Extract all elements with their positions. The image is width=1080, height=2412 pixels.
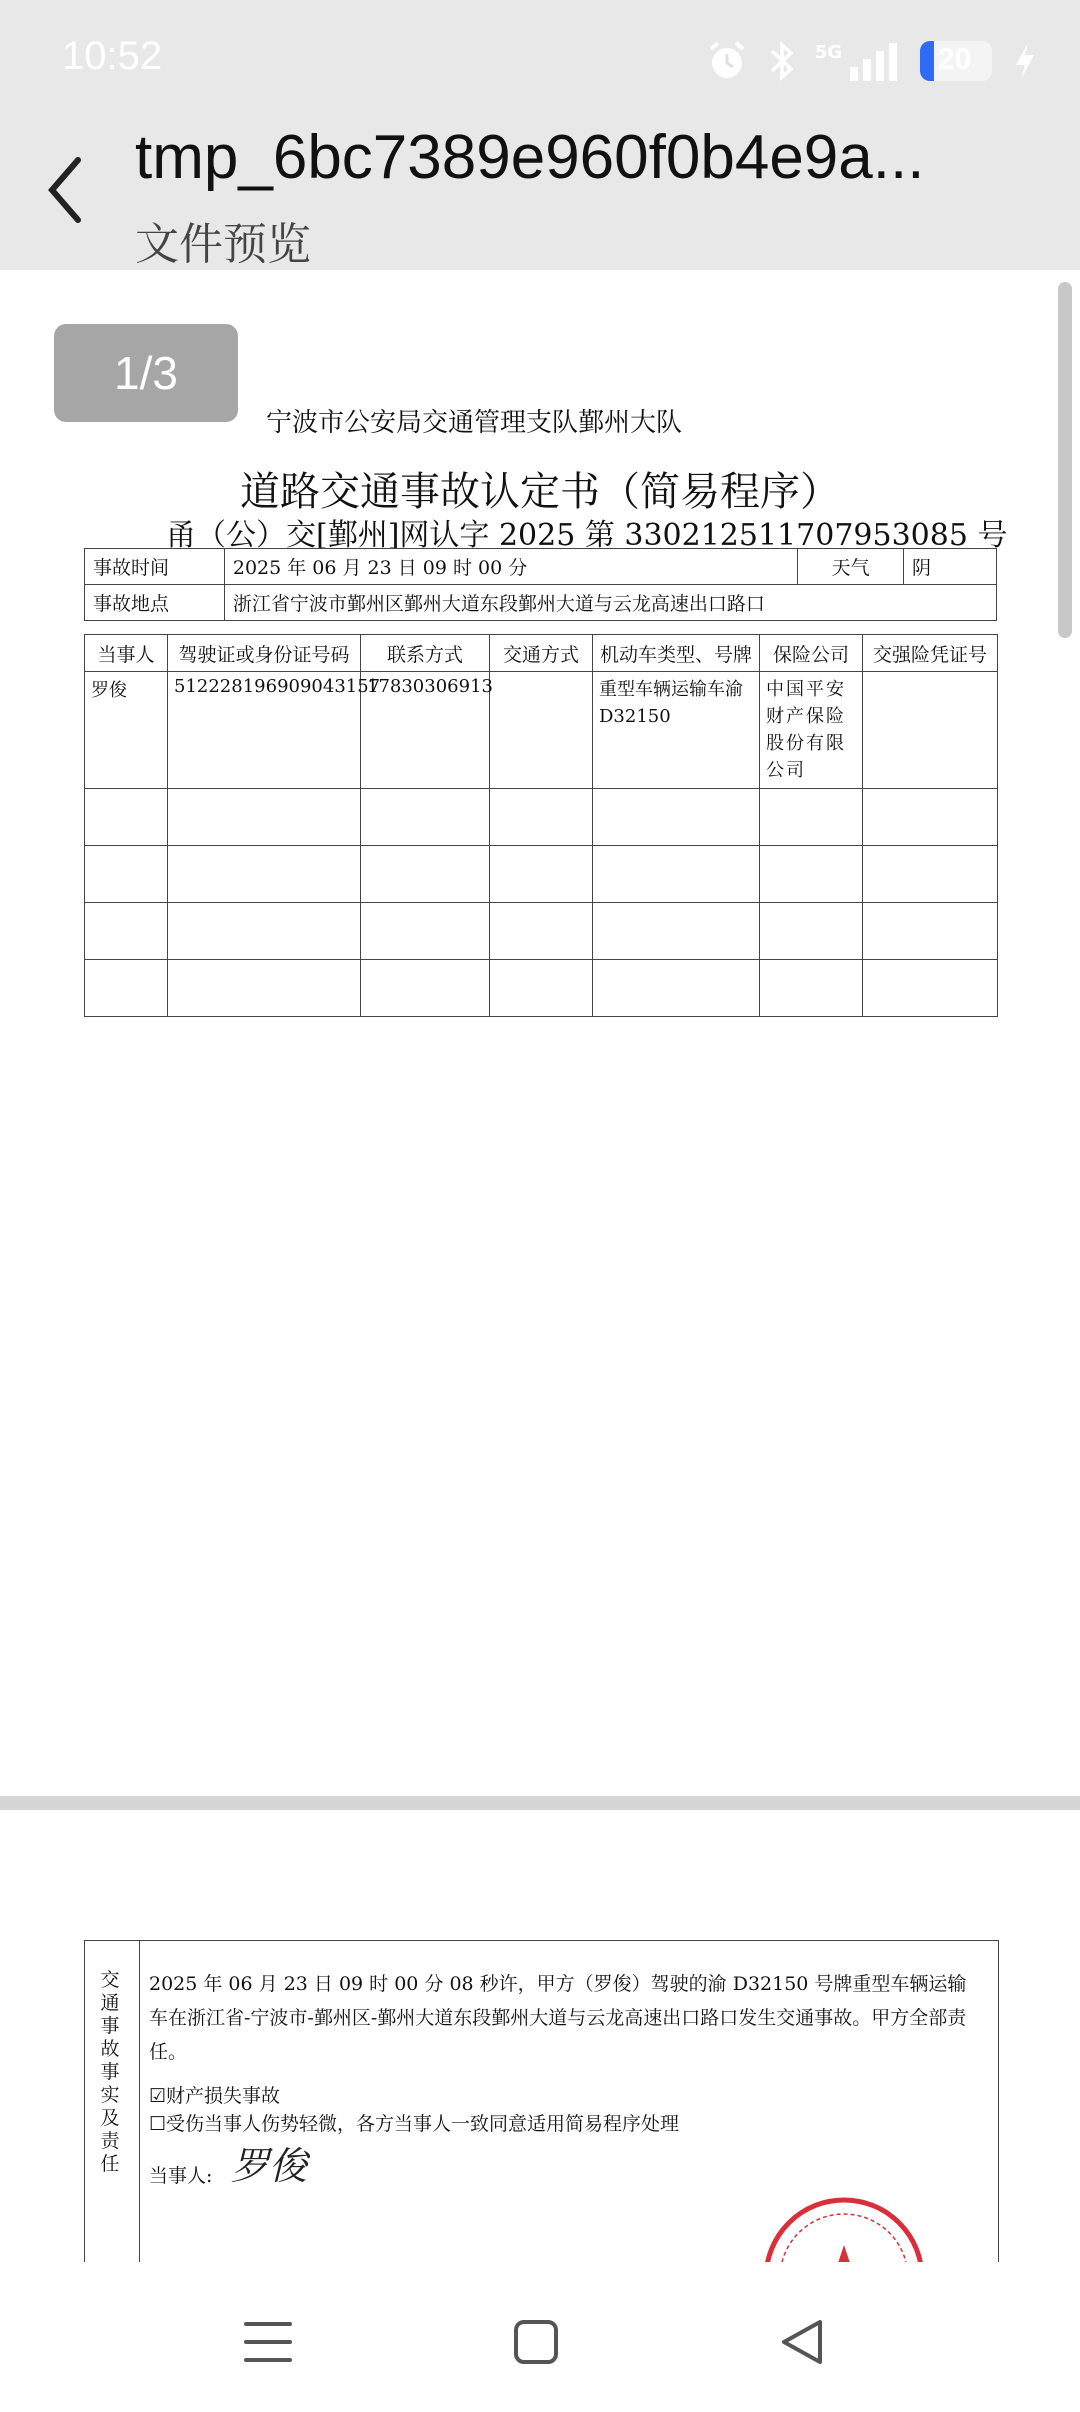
weather-label: 天气: [798, 549, 904, 585]
table-cell: [593, 960, 760, 1017]
table-cell: [361, 960, 490, 1017]
vehicle-info: 重型车辆运输车渝 D32150: [599, 679, 743, 727]
accident-facts-section: [84, 1940, 999, 2262]
table-cell: [168, 789, 361, 846]
battery-icon: [920, 41, 992, 81]
accident-location-label: 事故地点: [85, 585, 225, 621]
status-time: 10:52: [62, 34, 163, 78]
table-cell: [490, 789, 593, 846]
document-title: 道路交通事故认定书（简易程序）: [240, 469, 840, 515]
weather-value: 阴: [904, 549, 997, 585]
status-bar: [0, 0, 1080, 120]
table-cell: [85, 789, 168, 846]
accident-time-label: 事故时间: [85, 549, 225, 585]
table-cell: [168, 846, 361, 903]
back-icon[interactable]: [762, 2302, 842, 2382]
insurance-company: 中国平安财产保险股份有限公司: [766, 679, 846, 781]
table-row: [85, 960, 998, 1017]
column-header: 联系方式: [361, 635, 490, 672]
handwritten-signature: 罗俊: [231, 2144, 308, 2188]
table-cell: [593, 672, 760, 789]
scrollbar[interactable]: [1058, 282, 1072, 638]
property-damage-option: ☑财产损失事故: [149, 2085, 281, 2107]
table-cell: [863, 903, 998, 960]
column-header: 当事人: [85, 635, 168, 672]
facts-label-column: [85, 1941, 140, 2262]
battery-level: 20: [938, 43, 972, 76]
signal-icon: [846, 39, 902, 83]
document-viewer[interactable]: [0, 270, 1080, 2262]
table-cell: [490, 846, 593, 903]
table-cell: [85, 903, 168, 960]
issuing-organization: 宁波市公安局交通管理支队鄞州大队: [266, 408, 683, 438]
table-cell: 罗俊: [85, 672, 168, 789]
document-number: 甬（公）交[鄞州]网认字 2025 第 330212511707953085 号: [166, 518, 1008, 553]
column-header: 保险公司: [760, 635, 863, 672]
table-cell: [85, 960, 168, 1017]
table-cell: [760, 672, 863, 789]
table-cell: [593, 846, 760, 903]
parties-table: [84, 634, 998, 1017]
table-cell: [593, 903, 760, 960]
minor-injury-option: ☐受伤当事人伤势轻微，各方当事人一致同意适用简易程序处理: [149, 2113, 680, 2135]
table-cell: [168, 960, 361, 1017]
table-cell: [490, 903, 593, 960]
table-cell: 512228196909043157: [168, 672, 361, 789]
column-header: 机动车类型、号牌: [593, 635, 760, 672]
table-row: [85, 846, 998, 903]
table-cell: [863, 846, 998, 903]
table-row: [85, 789, 998, 846]
column-header: 驾驶证或身份证号码: [168, 635, 361, 672]
accident-info-table: [84, 548, 997, 621]
status-icons: [705, 36, 1040, 86]
table-cell: [760, 846, 863, 903]
official-seal-stamp: [759, 2193, 929, 2262]
table-cell: [760, 789, 863, 846]
facts-label: 交通事故事实及责任: [100, 1969, 120, 2175]
file-preview-subtitle: 文件预览: [135, 219, 311, 270]
charging-icon: [1010, 39, 1040, 83]
table-cell: [490, 672, 593, 789]
table-cell: [361, 846, 490, 903]
table-cell: 17830306913: [361, 672, 490, 789]
bluetooth-icon: [767, 39, 797, 83]
back-arrow-icon[interactable]: [40, 150, 92, 230]
table-cell: [361, 903, 490, 960]
page-indicator: 1/3: [54, 324, 238, 422]
file-name-title: tmp_6bc7389e960f0b4e9a...: [135, 123, 925, 192]
table-cell: [760, 903, 863, 960]
battery-fill: [920, 41, 934, 81]
table-row: [85, 903, 998, 960]
table-header-row: [85, 635, 998, 672]
network-type-label: 5G: [814, 41, 842, 63]
party-signature-label: 当事人:: [149, 2165, 213, 2187]
table-cell: [760, 960, 863, 1017]
table-row: [85, 672, 998, 789]
app-bar: [0, 120, 1080, 270]
table-cell: [863, 672, 998, 789]
alarm-icon: [705, 39, 749, 83]
table-cell: [490, 960, 593, 1017]
page-separator: [0, 1796, 1080, 1810]
table-cell: [168, 903, 361, 960]
accident-time-value: 2025 年 06 月 23 日 09 时 00 分: [224, 549, 797, 585]
table-cell: [863, 789, 998, 846]
table-cell: [593, 789, 760, 846]
table-cell: [85, 846, 168, 903]
accident-location-value: 浙江省宁波市鄞州区鄞州大道东段鄞州大道与云龙高速出口路口: [224, 585, 996, 621]
menu-icon[interactable]: [228, 2302, 308, 2382]
facts-text: 2025 年 06 月 23 日 09 时 00 分 08 秒许，甲方（罗俊）驾驶的渝 D32150 号牌重型车辆运输车在浙江省-宁波市-鄞州区-鄞州大道东段鄞州大道与云龙高速出口路口发生交通事故。甲方全部责任。: [149, 1973, 967, 2063]
table-cell: [863, 960, 998, 1017]
home-icon[interactable]: [496, 2302, 576, 2382]
column-header: 交通方式: [490, 635, 593, 672]
column-header: 交强险凭证号: [863, 635, 998, 672]
navigation-bar: [0, 2262, 1080, 2412]
table-cell: [361, 789, 490, 846]
